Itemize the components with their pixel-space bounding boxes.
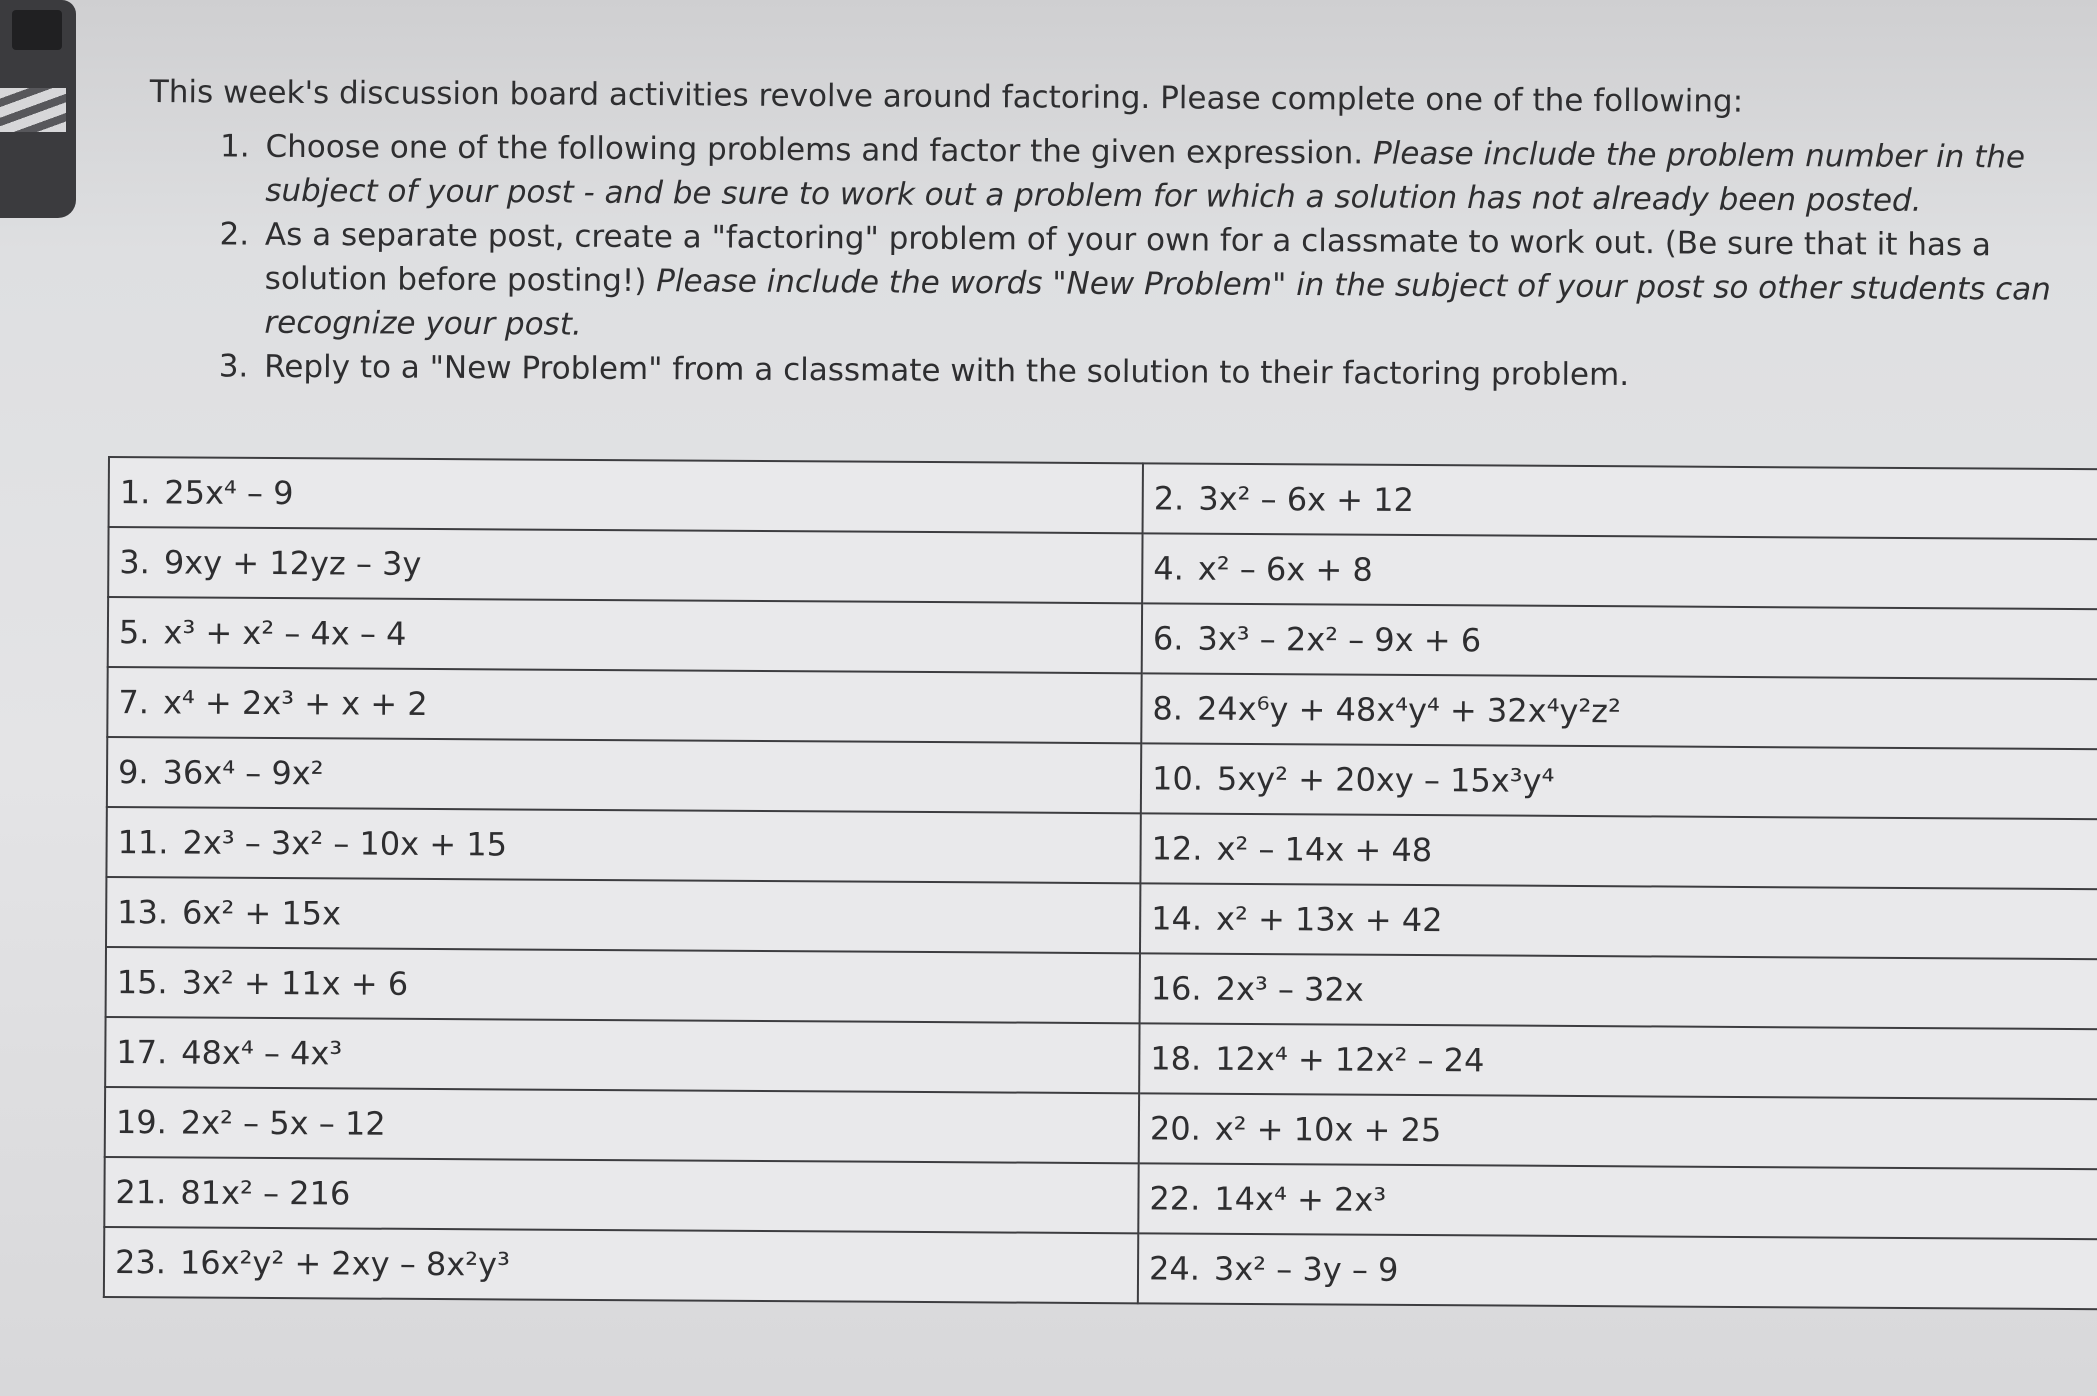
problem-number: 18. — [1150, 1039, 1202, 1078]
problem-expression: 3x² – 6x + 12 — [1198, 479, 1415, 519]
problem-number: 10. — [1151, 759, 1204, 798]
problem-number: 2. — [1153, 479, 1185, 518]
instruction-italic: Please include the problem number in the subject of your post - and be sure to work out a problem for which a solution has not already been posted. — [265, 135, 2026, 219]
problem-number: 23. — [114, 1243, 167, 1282]
instruction-item — [258, 213, 2069, 356]
problem-expression: 5xy² + 20xy – 15x³y⁴ — [1216, 759, 1555, 800]
problem-cell — [1141, 743, 2097, 819]
problem-number: 7. — [118, 683, 150, 722]
problem-expression: 3x² + 11x + 6 — [181, 963, 409, 1003]
problem-cell — [106, 947, 1140, 1023]
problem-number: 14. — [1151, 899, 1203, 938]
problem-cell — [1140, 953, 2097, 1029]
problem-number: 13. — [117, 893, 169, 932]
problem-number: 11. — [117, 823, 169, 862]
problem-number: 4. — [1153, 549, 1184, 588]
problem-number: 20. — [1149, 1109, 1201, 1148]
table-row — [106, 947, 2097, 1029]
table-row — [106, 877, 2097, 959]
problem-number: 21. — [115, 1173, 167, 1212]
problem-expression: x² + 13x + 42 — [1215, 899, 1443, 940]
problem-expression: x⁴ + 2x³ + x + 2 — [162, 683, 428, 723]
instruction-text: Choose one of the following problems and factor the given expression. — [265, 128, 1364, 172]
problem-cell — [1140, 813, 2097, 889]
problem-number: 1. — [119, 473, 151, 512]
problem-cell — [105, 1017, 1139, 1093]
problem-number: 8. — [1152, 689, 1184, 728]
problem-cell — [109, 457, 1143, 533]
problem-cell — [108, 527, 1142, 603]
table-row — [107, 737, 2097, 819]
problem-number: 17. — [116, 1033, 168, 1072]
table-row — [108, 597, 2097, 679]
instruction-item — [259, 125, 2070, 224]
problem-expression: x² – 14x + 48 — [1216, 829, 1433, 870]
problem-cell — [106, 877, 1140, 953]
table-row — [104, 1157, 2097, 1239]
problems-table — [103, 456, 2097, 1310]
problem-expression: 12x⁴ + 12x² – 24 — [1215, 1039, 1485, 1080]
problem-cell — [104, 1227, 1138, 1303]
instructions — [148, 70, 2070, 400]
problems-table-wrapper — [103, 456, 2097, 1310]
problem-expression: 48x⁴ – 4x³ — [181, 1033, 343, 1073]
problem-expression: 2x³ – 32x — [1215, 969, 1364, 1009]
problem-cell — [104, 1157, 1138, 1233]
problem-expression: 36x⁴ – 9x² — [162, 753, 324, 793]
problem-cell — [1140, 883, 2097, 959]
problem-cell — [1142, 603, 2097, 679]
instruction-text: As a separate post, create a "factoring" problem of your own for a classmate to work out. (Be sure that it has a solution before posting!) — [264, 216, 1992, 300]
problem-cell — [1143, 463, 2097, 539]
problem-expression: 25x⁴ – 9 — [164, 473, 294, 513]
problem-cell — [107, 737, 1141, 813]
problem-number: 9. — [117, 753, 149, 792]
problem-number: 22. — [1149, 1179, 1201, 1218]
problem-expression: x² – 6x + 8 — [1197, 549, 1373, 589]
problem-expression: 3x² – 3y – 9 — [1213, 1249, 1399, 1289]
corner-notch — [12, 10, 62, 50]
problem-cell — [1139, 1093, 2097, 1169]
corner-widget — [0, 0, 76, 218]
table-row — [108, 527, 2097, 609]
problem-expression: 24x⁶y + 48x⁴y⁴ + 32x⁴y²z² — [1196, 689, 1621, 731]
problem-expression: 16x²y² + 2xy – 8x²y³ — [179, 1243, 510, 1284]
problem-number: 6. — [1152, 619, 1184, 658]
intro-lead: This week's discussion board activities revolve around factoring. Please complete one of the following: — [149, 73, 1744, 120]
problem-cell — [1138, 1163, 2097, 1239]
problem-number: 3. — [119, 543, 150, 582]
table-row — [107, 667, 2097, 749]
problem-cell — [108, 597, 1142, 673]
problem-expression: x² + 10x + 25 — [1214, 1109, 1442, 1150]
table-row — [105, 1087, 2097, 1169]
problem-cell — [1139, 1023, 2097, 1099]
problem-expression: 81x² – 216 — [180, 1173, 351, 1213]
problem-cell — [106, 807, 1140, 883]
problem-cell — [1138, 1233, 2097, 1309]
problem-number: 19. — [115, 1103, 167, 1142]
problem-expression: 2x² – 5x – 12 — [180, 1103, 386, 1143]
problem-number: 5. — [118, 613, 150, 652]
problem-expression: 6x² + 15x — [181, 893, 342, 933]
problem-number: 15. — [116, 963, 168, 1002]
problem-expression: 2x³ – 3x² – 10x + 15 — [182, 823, 508, 864]
problem-number: 24. — [1148, 1249, 1201, 1288]
problem-cell — [107, 667, 1141, 743]
problem-cell — [105, 1087, 1139, 1163]
table-row — [106, 807, 2097, 889]
problem-expression: 3x³ – 2x² – 9x + 6 — [1197, 619, 1482, 660]
instruction-italic: Please include the words "New Problem" in the subject of your post so other students can recognize your post. — [264, 263, 2051, 343]
table-row — [104, 1227, 2097, 1309]
problem-cell — [1142, 533, 2097, 609]
table-row — [109, 457, 2097, 539]
problem-expression: 9xy + 12yz – 3y — [163, 543, 422, 583]
problem-number: 16. — [1150, 969, 1202, 1008]
corner-stripes — [0, 88, 66, 132]
table-row — [105, 1017, 2097, 1099]
instruction-text: Reply to a "New Problem" from a classmate with the solution to their factoring problem. — [264, 348, 1630, 394]
instruction-list — [148, 124, 2070, 400]
problem-cell — [1141, 673, 2097, 749]
problem-expression: x³ + x² – 4x – 4 — [163, 613, 407, 653]
problem-number: 12. — [1151, 829, 1203, 868]
problem-expression: 14x⁴ + 2x³ — [1214, 1179, 1387, 1219]
